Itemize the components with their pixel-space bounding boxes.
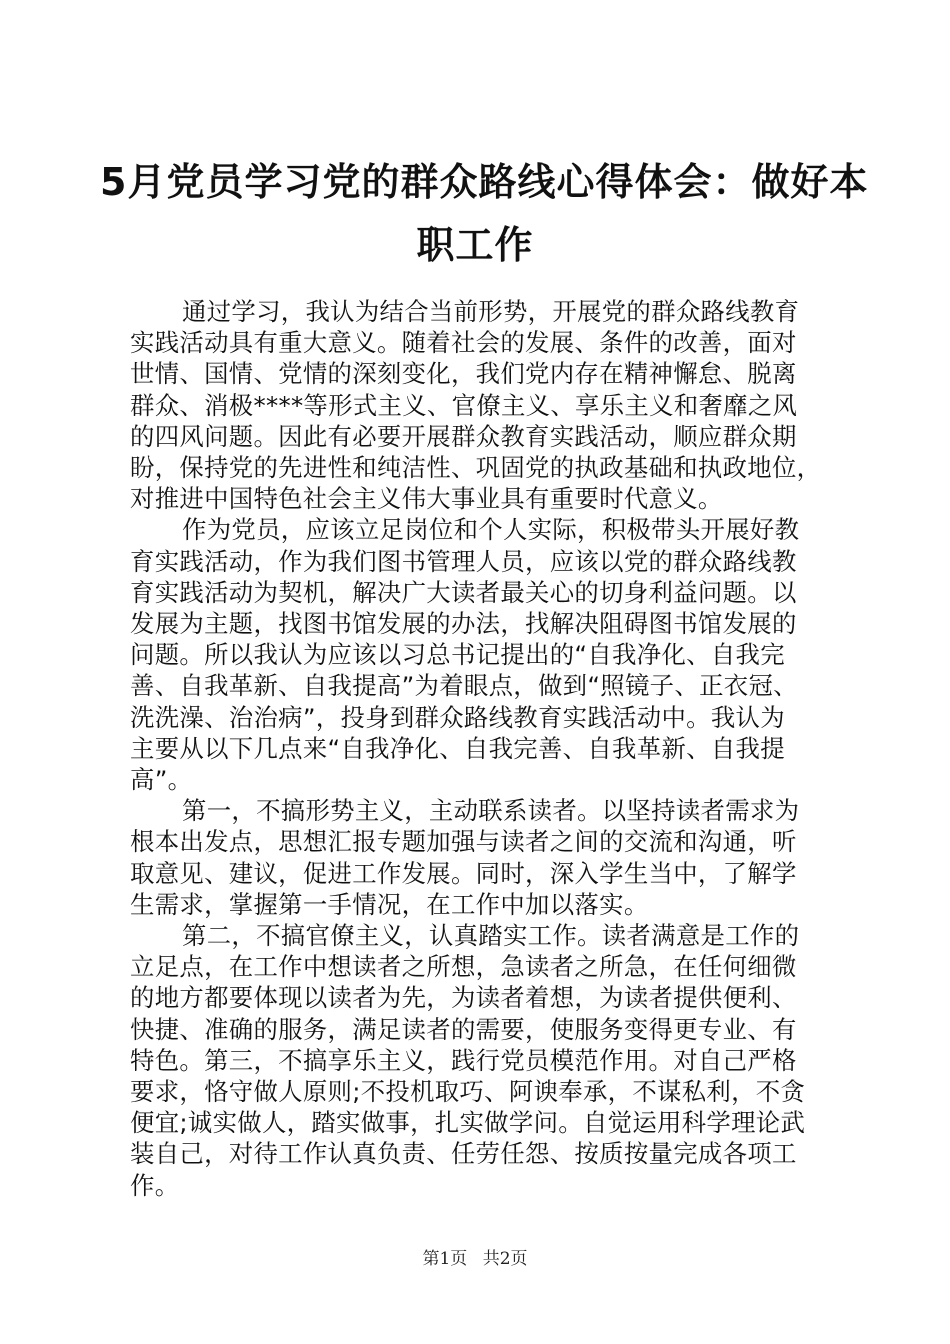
paragraph-line: 世情、国情、党情的深刻变化，我们党内存在精神懈怠、脱离: [130, 359, 797, 389]
paragraph-line: 育实践活动为契机，解决广大读者最关心的切身利益问题。以: [130, 577, 797, 607]
paragraph-line: 问题。所以我认为应该以习总书记提出的“自我净化、自我完: [130, 640, 785, 670]
paragraph-line: 发展为主题，找图书馆发展的办法，找解决阻碍图书馆发展的: [130, 609, 797, 639]
paragraph-line: 育实践活动，作为我们图书管理人员，应该以党的群众路线教: [130, 546, 797, 576]
paragraph-line: 群众、消极****等形式主义、官僚主义、享乐主义和奢靡之风: [130, 390, 798, 420]
paragraph-line: 第二，不搞官僚主义，认真踏实工作。读者满意是工作的: [182, 921, 800, 951]
paragraph: [130, 795, 850, 920]
paragraph: [130, 296, 850, 514]
paragraph-line: 取意见、建议，促进工作发展。同时，深入学生当中，了解学: [130, 858, 797, 888]
paragraph-line: 对推进中国特色社会主义伟大事业具有重要时代意义。: [130, 484, 723, 514]
page-number: 第1页: [422, 1249, 468, 1269]
paragraph-line: 作为党员，应该立足岗位和个人实际，积极带头开展好教: [182, 515, 800, 545]
paragraph-line: 盼，保持党的先进性和纯洁性、巩固党的执政基础和执政地位，: [130, 453, 822, 483]
paragraph-line: 特色。第三，不搞享乐主义，践行党员模范作用。对自己严格: [130, 1045, 797, 1075]
paragraph-line: 第一，不搞形势主义，主动联系读者。以坚持读者需求为: [182, 796, 800, 826]
paragraph-line: 立足点，在工作中想读者之所想，急读者之所急，在任何细微: [130, 952, 797, 982]
paragraph-line: 实践活动具有重大意义。随着社会的发展、条件的改善，面对: [130, 328, 797, 358]
paragraph: [130, 920, 850, 1201]
paragraph-line: 根本出发点，思想汇报专题加强与读者之间的交流和沟通，听: [130, 827, 797, 857]
document-body: [130, 296, 850, 1201]
page-footer: [0, 1244, 950, 1269]
paragraph-line: 的四风问题。因此有必要开展群众教育实践活动，顺应群众期: [130, 421, 797, 451]
paragraph-line: 通过学习，我认为结合当前形势，开展党的群众路线教育: [182, 297, 800, 326]
paragraph-line: 高”。: [130, 765, 193, 795]
paragraph-line: 洗洗澡、治治病”，投身到群众路线教育实践活动中。我认为: [130, 702, 785, 732]
paragraph-line: 便宜;诚实做人，踏实做事，扎实做学问。自觉运用科学理论武: [130, 1108, 806, 1138]
page-total: 共2页: [482, 1249, 528, 1269]
paragraph-line: 作。: [130, 1170, 180, 1200]
document-title-line-1: 5月党员学习党的群众路线心得体会：做好本: [100, 160, 869, 204]
paragraph-line: 快捷、准确的服务，满足读者的需要，使服务变得更专业、有: [130, 1014, 797, 1044]
paragraph-line: 装自己，对待工作认真负责、任劳任怨、按质按量完成各项工: [130, 1139, 797, 1169]
paragraph-line: 的地方都要体现以读者为先，为读者着想，为读者提供便利、: [130, 983, 797, 1013]
paragraph-line: 善、自我革新、自我提高”为着眼点，做到“照镜子、正衣冠、: [130, 671, 798, 701]
document-title-line-2: 职工作: [416, 223, 534, 267]
paragraph-line: 要求，恪守做人原则;不投机取巧、阿谀奉承，不谋私利，不贪: [130, 1077, 806, 1107]
paragraph-line: 主要从以下几点来“自我净化、自我完善、自我革新、自我提: [130, 733, 785, 763]
paragraph: [130, 514, 850, 795]
paragraph-line: 生需求，掌握第一手情况，在工作中加以落实。: [130, 889, 649, 919]
